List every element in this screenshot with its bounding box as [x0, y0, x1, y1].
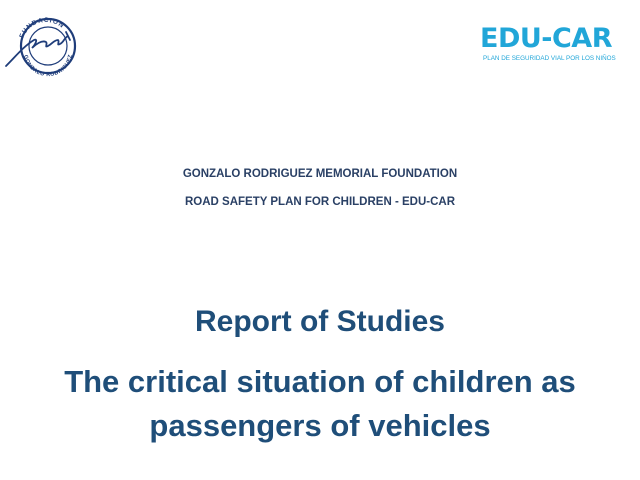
- program-name: ROAD SAFETY PLAN FOR CHILDREN - EDU-CAR: [184, 196, 456, 208]
- report-subtitle: The critical situation of children as passengers of vehicles: [64, 364, 576, 443]
- edu-car-logo: [480, 24, 626, 70]
- seal-bottom-text: GONZALO RODRIGUEZ: [22, 53, 74, 78]
- edu-car-brand: EDU-CAR: [480, 23, 612, 54]
- edu-car-tagline: PLAN DE SEGURIDAD VIAL POR LOS NIÑOS: [483, 55, 616, 62]
- foundation-seal-icon: [2, 10, 88, 78]
- report-title: Report of Studies: [194, 305, 445, 338]
- foundation-seal-logo: [2, 10, 88, 78]
- seal-top-text: FUNDACION: [18, 16, 66, 40]
- organization-name: GONZALO RODRIGUEZ MEMORIAL FOUNDATION: [182, 168, 458, 180]
